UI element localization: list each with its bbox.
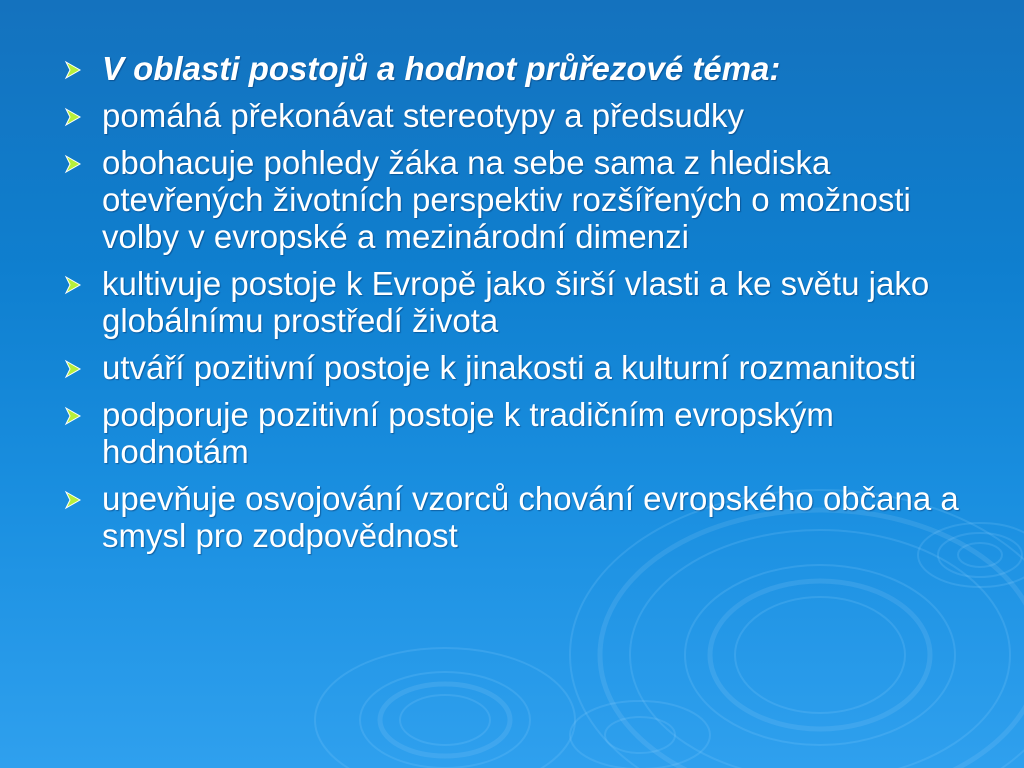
- bullet-item: [62, 349, 982, 386]
- bullet-heading: [62, 50, 982, 87]
- arrowhead-bullet-icon: [62, 359, 84, 379]
- arrowhead-bullet-icon: [62, 60, 84, 80]
- arrowhead-bullet-icon: [62, 107, 84, 127]
- heading-text: V oblasti postojů a hodnot průřezové téma:: [102, 50, 781, 87]
- bullet-list: [62, 50, 982, 554]
- bullet-item: [62, 265, 982, 339]
- bullet-text: pomáhá překonávat stereotypy a předsudky: [102, 97, 745, 134]
- bullet-item: [62, 97, 982, 134]
- arrowhead-bullet-icon: [62, 406, 84, 426]
- bullet-text: podporuje pozitivní postoje k tradičním evropským hodnotám: [102, 396, 834, 470]
- bullet-text: obohacuje pohledy žáka na sebe sama z hlediska otevřených životních perspektiv rozšířených o možnosti volby v evropské a mezinárodní dimenzi: [102, 144, 911, 255]
- bullet-item: [62, 480, 982, 554]
- bullet-text: utváří pozitivní postoje k jinakosti a kulturní rozmanitosti: [102, 349, 917, 386]
- bullet-text: kultivuje postoje k Evropě jako širší vlasti a ke světu jako globálnímu prostředí života: [102, 265, 930, 339]
- arrowhead-bullet-icon: [62, 490, 84, 510]
- arrowhead-bullet-icon: [62, 154, 84, 174]
- slide-content: [62, 50, 982, 564]
- bullet-item: [62, 144, 982, 255]
- bullet-text: upevňuje osvojování vzorců chování evropského občana a smysl pro zodpovědnost: [102, 480, 959, 554]
- arrowhead-bullet-icon: [62, 275, 84, 295]
- bullet-item: [62, 396, 982, 470]
